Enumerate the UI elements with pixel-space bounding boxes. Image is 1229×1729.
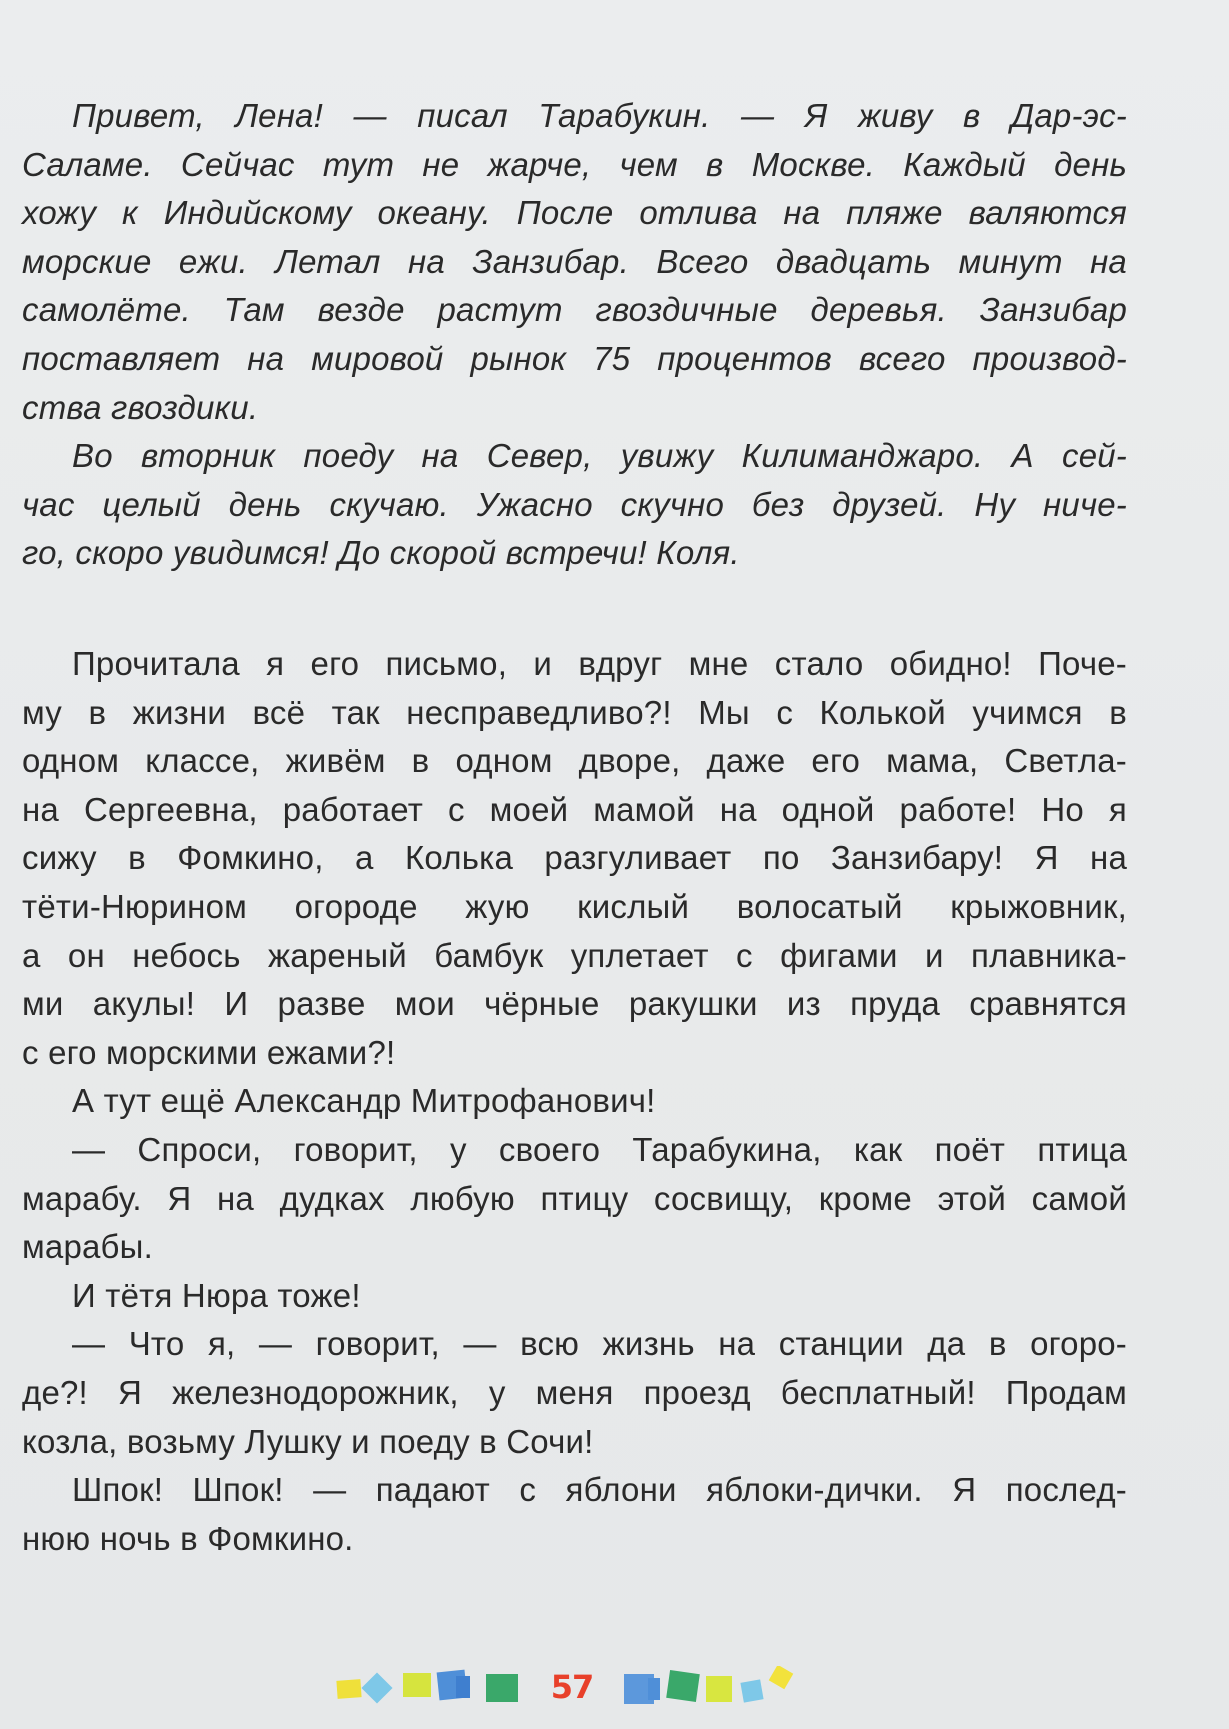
square-green-right (666, 1670, 700, 1702)
text-line: Шпок! Шпок! — падают с яблони яблоки-дички. Я послед- (72, 1471, 1127, 1509)
text-line: сижу в Фомкино, а Колька разгуливает по Занзибару! Я на (22, 839, 1127, 877)
paragraph (22, 1077, 1127, 1126)
text-line: Саламе. Сейчас тут не жарче, чем в Москве. Каждый день (22, 145, 1127, 183)
paragraph (22, 432, 1127, 578)
text-line: — Спроси, говорит, у своего Тарабукина, как поёт птица (72, 1130, 1127, 1168)
square-lime-left (403, 1673, 431, 1697)
paragraph (22, 1126, 1127, 1272)
text-line: ми акулы! И разве мои чёрные ракушки из пруда сравнятся (22, 985, 1127, 1023)
square-blue-right-2 (648, 1678, 660, 1700)
text-line: хожу к Индийскому океану. После отлива на пляже валяются (22, 194, 1127, 232)
page-footer (0, 1666, 1229, 1716)
text-line: Привет, Лена! — писал Тарабукин. — Я живу в Дар-эс- (72, 97, 1127, 134)
paragraph (22, 1272, 1127, 1321)
text-line: козла, возьму Лушку и поеду в Сочи! (22, 1422, 594, 1460)
letter-text (22, 92, 1127, 578)
text-line: Прочитала я его письмо, и вдруг мне стало обидно! Поче- (72, 645, 1127, 682)
text-line: марабу. Я на дудках любую птицу сосвищу, кроме этой самой (22, 1179, 1127, 1217)
text-line: И тётя Нюра тоже! (72, 1276, 361, 1314)
paragraph (22, 92, 1127, 432)
paragraph (22, 640, 1127, 1077)
paragraph (22, 1466, 1127, 1563)
text-line: — Что я, — говорит, — всю жизнь на станции да в огоро- (72, 1325, 1127, 1363)
square-green-left (486, 1674, 518, 1702)
text-line: с его морскими ежами?! (22, 1033, 396, 1071)
text-line: час целый день скучаю. Ужасно скучно без друзей. Ну ниче- (22, 485, 1127, 523)
text-line: тёти-Нюрином огороде жую кислый волосатый крыжовник, (22, 887, 1127, 925)
text-line: а он небось жареный бамбук уплетает с фигами и плавника- (22, 936, 1127, 974)
paragraph (22, 1320, 1127, 1466)
text-line: одном классе, живём в одном дворе, даже его мама, Светла- (22, 742, 1127, 780)
square-lime-right (706, 1676, 732, 1702)
text-line: поставляет на мировой рынок 75 процентов всего производ- (22, 339, 1127, 377)
square-lightblue-left (361, 1672, 392, 1703)
text-line: А тут ещё Александр Митрофанович! (72, 1082, 656, 1120)
text-line: ства гвоздики. (22, 388, 259, 426)
square-yellow-left-1 (336, 1679, 361, 1699)
text-line: на Сергеевна, работает с моей мамой на одной работе! Но я (22, 790, 1127, 828)
text-line: де?! Я железнодорожник, у меня проезд бесплатный! Продам (22, 1373, 1127, 1411)
square-lightblue-right (740, 1679, 763, 1702)
text-line: морские ежи. Летал на Занзибар. Всего двадцать минут на (22, 242, 1127, 280)
text-line: нюю ночь в Фомкино. (22, 1519, 354, 1557)
page-number: 57 (550, 1668, 594, 1706)
text-line: му в жизни всё так несправедливо?! Мы с Колькой учимся в (22, 693, 1127, 731)
narrative-text (22, 640, 1127, 1563)
text-line: самолёте. Там везде растут гвоздичные деревья. Занзибар (22, 291, 1127, 329)
decorative-squares (0, 1666, 1229, 1716)
text-line: марабы. (22, 1228, 153, 1266)
text-line: Во вторник поеду на Север, увижу Килиманджаро. А сей- (72, 437, 1127, 475)
square-yellow-right (769, 1666, 794, 1689)
text-line: го, скоро увидимся! До скорой встречи! Коля. (22, 534, 740, 572)
square-blue-left-2 (456, 1676, 470, 1698)
